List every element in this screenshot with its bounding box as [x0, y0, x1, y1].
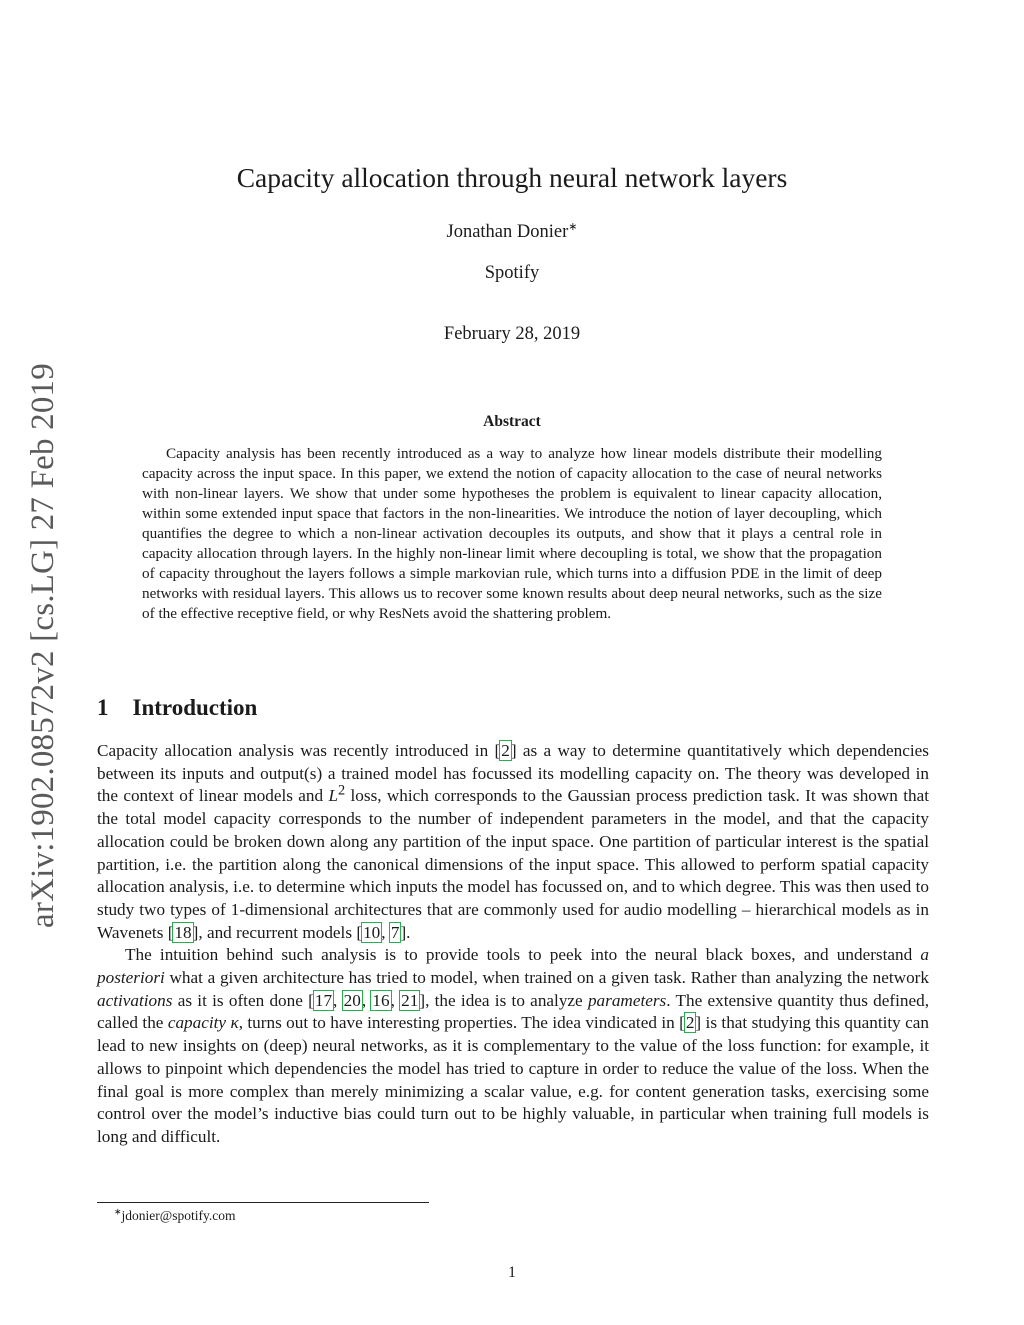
citation-link[interactable]: 2 — [685, 1013, 695, 1033]
footnote-rule — [97, 1202, 429, 1203]
text-run: as a way to determine quantitatively which dependencies between its inputs and output(s) a trained model has focussed its modelling capacity on. The theory was developed in the context of linear models and — [97, 741, 929, 806]
emphasis: parameters — [587, 990, 667, 1010]
text-run: . — [406, 922, 411, 942]
section-number: 1 — [97, 695, 109, 720]
text-run: The intuition behind such analysis is to provide tools to peek into the neural black boxes, and understand — [125, 945, 921, 965]
introduction-body — [97, 740, 929, 1149]
citation-link[interactable]: 21 — [401, 990, 419, 1010]
text-run: loss, which corresponds to the Gaussian process prediction task. It was shown that the total model capacity corresponds to the number of independent parameters in the model, and that the capacity allocation could be broken down along any partition of the input space. One partition of particular interest is the spatial partition, i.e. the partition along the canonical dimensions of the input space. This allowed to perform spatial capacity allocation analysis, i.e. to determine which inputs the model has focussed on, and to which degree. This was then used to study two types of 1-dimensional architectures that are commonly used for audio modelling – hierarchical models as in Wavenets — [97, 786, 929, 942]
affiliation: Spotify — [484, 263, 540, 283]
citation-link[interactable]: 2 — [501, 741, 510, 760]
author-name: Jonathan Donier — [446, 222, 569, 242]
citation-link[interactable]: 18 — [174, 922, 192, 942]
section-heading — [97, 695, 257, 721]
text-run: , turns out to have interesting properties. The idea vindicated in — [238, 1013, 680, 1033]
author-line — [0, 222, 1024, 243]
emphasis: capacity κ — [167, 1013, 239, 1033]
text-run: . The extensive quantity thus defined, called the — [97, 990, 930, 1033]
text-run: what a given architecture has tried to model, when trained on a given task. Rather than analyzing the network — [164, 968, 929, 988]
paragraph: The intuition behind such analysis is to provide tools to peek into the neural black boxes, and understand a posteriori what a given architecture has tried to model, when trained on a given task. Rather than analyzing the network activations as it is often done [17, 20, 16, 21], the idea is to analyze parameters. The extensive quantity thus defined, called the capacity κ, turns out to have interesting properties. The idea vindicated in [2] is that studying this quantity can lead to new insights on (deep) neural networks, as it is complementary to the value of the loss function: for example, it allows to pinpoint which dependencies the model has tried to capture in order to reduce the value of the loss. When the final goal is more complex than merely minimizing a scalar value, e.g. for content generation tasks, exercising some control over the model’s inductive bias could turn out to be highly valuable, in particular when training full models is long and difficult. — [97, 945, 930, 1146]
text-run: is that studying this quantity can lead to new insights on (deep) neural networks, as it is complementary to the value of the loss function: for example, it allows to pinpoint which dependencies the model has tried to capture in order to reduce the value of the loss. When the final goal is more complex than merely minimizing a scalar value, e.g. for content generation tasks, exercising some control over the model’s inductive bias could turn out to be highly valuable, in particular when training full models is long and difficult. — [97, 1013, 930, 1146]
math-exponent: 2 — [338, 782, 346, 799]
citation-link[interactable]: 17 — [314, 990, 333, 1010]
page-number: 1 — [508, 1264, 516, 1281]
author-footnote-mark[interactable]: ∗ — [568, 220, 578, 233]
citation-link[interactable]: 16 — [372, 990, 390, 1010]
text-run: , and recurrent models — [198, 922, 357, 942]
citation-link[interactable]: 20 — [343, 990, 361, 1010]
citation-link[interactable]: 7 — [390, 922, 400, 942]
text-run: Capacity allocation analysis was recently introduced in — [97, 741, 495, 760]
math-symbol: L — [328, 786, 339, 806]
section-title: Introduction — [132, 695, 258, 720]
abstract-body: Capacity analysis has been recently introduced as a way to analyze how linear models distribute their modelling capacity across the input space. In this paper, we extend the notion of capacity allocation to the case of neural networks with non-linear layers. We show that under some hypotheses the problem is equivalent to linear capacity allocation, within some extended input space that factors in the non-linearities. We introduce the notion of layer decoupling, which quantifies the degree to which a non-linear activation decouples its outputs, and show that it plays a central role in capacity allocation through layers. In the highly non-linear limit where decoupling is total, we show that the propagation of capacity throughout the layers follows a simple markovian rule, which turns into a diffusion PDE in the limit of deep networks with residual layers. This allows us to recover some known results about deep neural networks, such as the size of the effective receptive field, or why ResNets avoid the shattering problem. — [142, 445, 882, 622]
text-run: , the idea is to analyze — [425, 990, 588, 1010]
abstract-heading: Abstract — [483, 413, 541, 430]
arxiv-identifier: arXiv:1902.08572v2 [cs.LG] 27 Feb 2019 — [24, 362, 61, 928]
arxiv-sidebar — [20, 352, 66, 938]
footnote — [114, 1208, 235, 1224]
text-run: as it is often done — [172, 990, 309, 1010]
citation-link[interactable]: 10 — [363, 922, 381, 942]
footnote-mark: ∗ — [114, 1206, 122, 1217]
paragraph: Capacity allocation analysis was recently introduced in [2] as a way to determine quantitatively which dependencies between its inputs and output(s) a trained model has focussed its modelling capacity on. The theory was developed in the context of linear models and $L^2$ loss, which corresponds to the Gaussian process prediction task. It was shown that the total model capacity corresponds to the number of independent parameters in the model, and that the capacity allocation could be broken down along any partition of the input space. One partition of particular interest is the spatial partition, i.e. the partition along the canonical dimensions of the input space. This allowed to perform spatial capacity allocation analysis, i.e. to determine which inputs the model has focussed on, and to which degree. This was then used to study two types of 1-dimensional architectures that are commonly used for audio modelling – hierarchical models as in Wavenets [18], and recurrent models [10, 7]. — [97, 741, 929, 942]
emphasis: activations — [97, 990, 173, 1010]
emphasis: a posteriori — [97, 945, 929, 988]
paper-title: Capacity allocation through neural network layers — [236, 162, 788, 193]
publication-date: February 28, 2019 — [443, 324, 581, 344]
footnote-email[interactable]: jdonier@spotify.com — [121, 1208, 236, 1223]
